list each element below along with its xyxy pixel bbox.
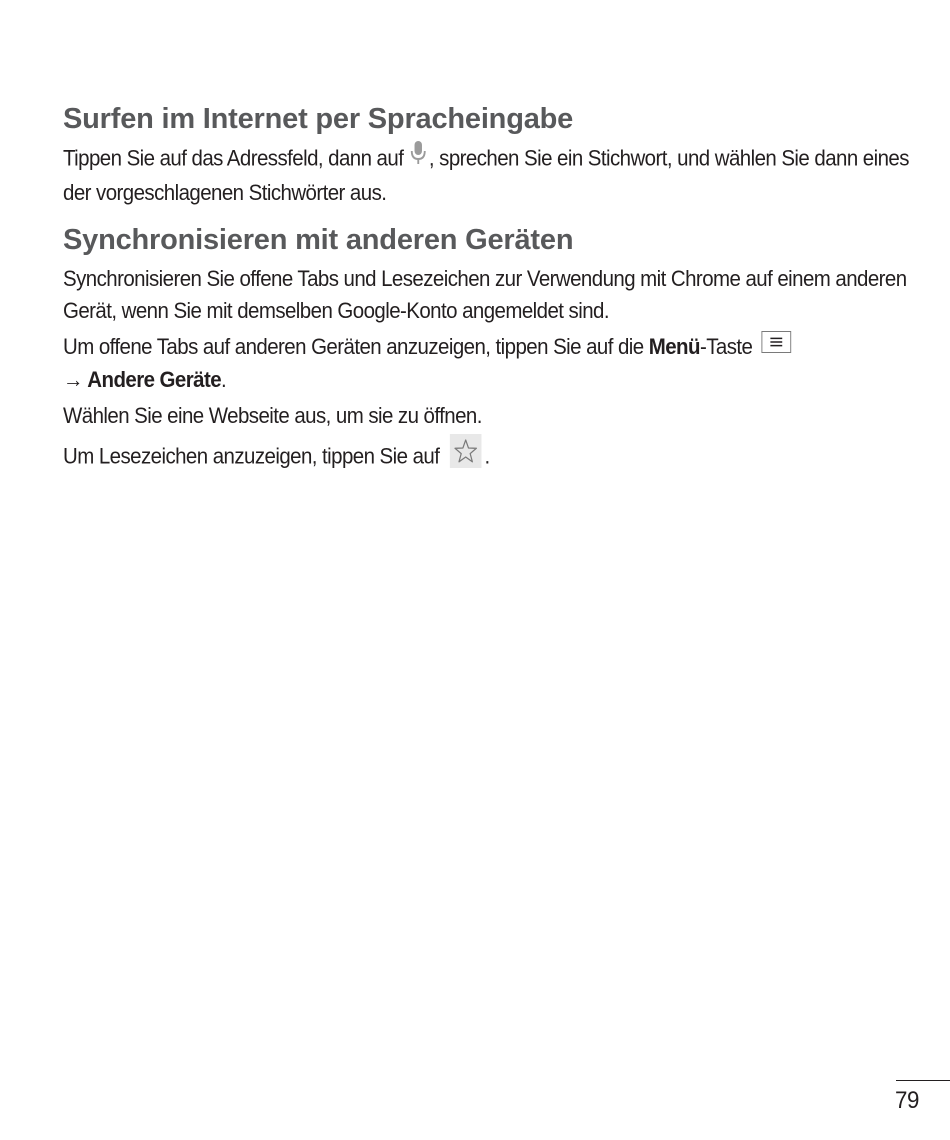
page-number: 79 (895, 1087, 919, 1114)
bookmarks-text: Um Lesezeichen anzuzeigen, tippen Sie auf (63, 443, 445, 469)
menu-key-label: Menü (648, 334, 700, 359)
other-devices-text-start: Um offene Tabs auf anderen Geräten anzuzeigen, tippen Sie auf die (63, 334, 649, 359)
sync-paragraph: Synchronisieren Sie offene Tabs und Lesezeichen zur Verwendung mit Chrome auf einem anderen Gerät, wenn Sie mit demselben Google-Konto angemeldet sind. (63, 266, 907, 323)
page-content (63, 100, 908, 483)
select-webpage-paragraph: Wählen Sie eine Webseite aus, um sie zu öffnen. (63, 403, 482, 429)
other-devices-period: . (221, 367, 227, 393)
voice-search-text-end: , sprechen Sie ein Stichwort, und wählen Sie dann eines der vorgeschlagenen Stichwörter aus. (63, 145, 909, 205)
arrow-glyph: → (63, 367, 88, 393)
star-icon (444, 436, 484, 479)
bookmarks-paragraph (63, 436, 912, 479)
other-devices-label: Andere Geräte (87, 367, 222, 393)
microphone-icon (408, 142, 428, 177)
section-title-voice-search: Surfen im Internet per Spracheingabe (63, 103, 574, 135)
menu-key-icon (757, 332, 790, 364)
bookmarks-period: . (484, 443, 490, 469)
voice-search-paragraph (63, 142, 912, 209)
other-devices-paragraph (63, 331, 912, 396)
voice-search-text-start: Tippen Sie auf das Adressfeld, dann auf (63, 145, 409, 171)
menu-key-suffix: -Taste (699, 334, 758, 359)
footer-rule (896, 1080, 950, 1081)
section-title-sync: Synchronisieren mit anderen Geräten (63, 224, 574, 256)
